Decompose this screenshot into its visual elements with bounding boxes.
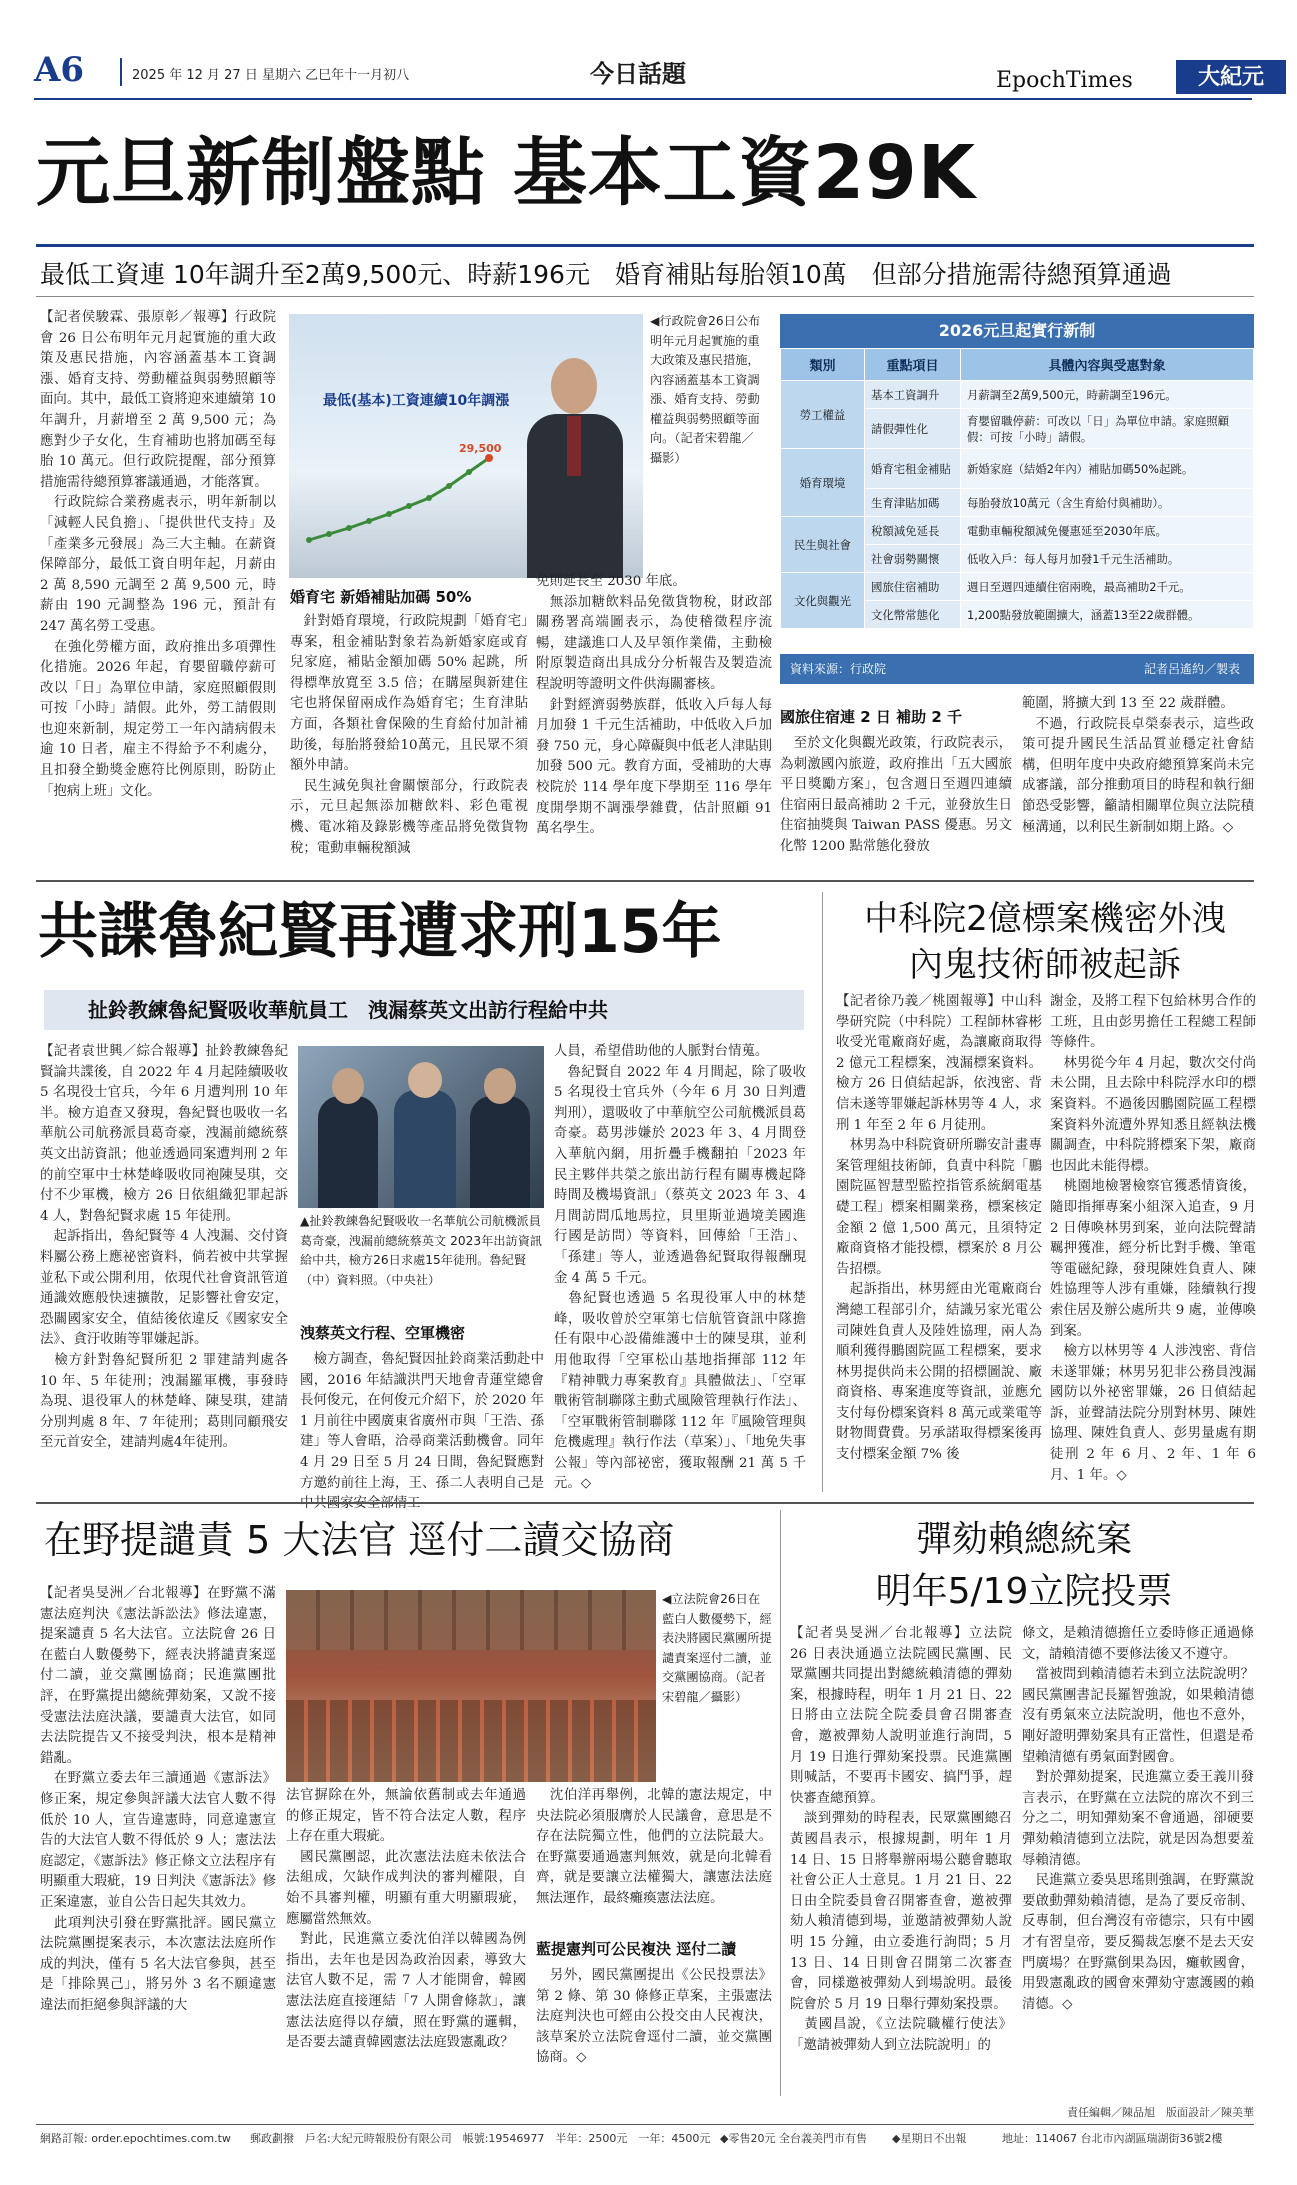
section-divider — [36, 1502, 1254, 1504]
wage-trend-chart — [299, 410, 519, 550]
brand-logo: 大紀元 — [1176, 60, 1286, 94]
story4-column-1: 【記者吳旻洲／台北報導】在野黨不滿憲法庭判決《憲法訴訟法》修法違憲，提案譴責 5 名大法官。立法院會 26 日在藍白人數優勢下，經表決將譴責案逕付二讀，並交黨團協商；民進黨團批評，在野黨提出總統彈劾案，又說不接受憲法法庭決議，要譴責大法官，如同去法院提告又不接受判決，根本是精神錯亂。 在野黨立委去年三讀通過《憲訴法》修正案，規定參與評議大法官人數不得低於 10 人，宣告違憲時，同意違憲宣告的大法官人數不得低於 9 人；憲法法庭認定，《憲訴法》修正條文立法程序有明顯重大瑕疵，19 日判決《憲訴法》修正案違憲，並自公告日起失其效力。 此項判決引發在野黨批評。國民黨立法院黨團提案表示，本次憲法法庭所作成的判決，僅有 5 名大法官參與，甚至是「排除異己」，將另外 3 名不願違憲違法而拒絕參與評議的大 — [40, 1586, 276, 2013]
policy-table-footer — [780, 654, 1254, 684]
policy-row-category: 民生與社會 — [781, 517, 865, 573]
policy-row-category: 文化與觀光 — [781, 573, 865, 629]
issue-date: 2025 年 12 月 27 日 星期六 乙巳年十一月初八 — [132, 68, 410, 83]
story1-column-4: 至於文化與觀光政策，行政院表示，為刺激國內旅遊，政府推出「五大國旅平日獎勵方案」，包含週日至週四連續住宿兩日最高補助 2 千元，並發放生日住宿抽獎與 Taiwan PASS 優惠。另文化幣 1200 點常態化發放 — [780, 736, 1012, 854]
story1-subhead: 最低工資連 10年調升至2萬9,500元、時薪196元 婚育補貼每胎領10萬 但部分措施需待總預算通過 — [40, 260, 1172, 289]
photo-chart-title: 最低(基本)工資連續10年調漲 — [323, 393, 510, 409]
policy-table-credit: 記者呂遙約／製表 — [1143, 662, 1240, 676]
story1-column-2: 針對婚育環境，行政院規劃「婚育宅」專案，租金補貼對象若為新婚家庭或育兒家庭，補貼金額加碼 50% 起跳，所得標準放寬至 3.5 倍；在購屋與新建住宅也將保留兩成作為婚育宅；生育津貼方面，各類社會保險的生育給付加計補助後，每胎將發給10萬元，且民眾不須額外申請。 民生減免與社會關懷部分，行政院表示，元旦起無添加糖飲料、彩色電視機、電冰箱及錄影機等產品將免徵貨物稅；電動車輛稅額減 — [290, 614, 528, 856]
story2-subhead: 扯鈴教練魯紀賢吸收華航員工 洩漏蔡英文出訪行程給中共 — [44, 990, 804, 1030]
story4-column-3: 沈伯洋再舉例，北韓的憲法規定，中央法院必須服膺於人民議會，意思是不存在法院獨立性，他們的立法院最大。在野黨要通過憲判無效，就是向北韓看齊，就是要讓立法權獨大，讓憲法法庭無法運作，最終癱瘓憲法法庭。 — [536, 1788, 772, 1906]
story1-subhead-rule — [36, 244, 1254, 247]
footer-rule — [36, 2124, 1254, 2125]
story1-subhead-2: 國旅住宿連 2 日 補助 2 千 — [780, 708, 962, 726]
footer-address: 地址：114067 台北市內湖區瑞湖街36號2樓 — [1002, 2132, 1223, 2145]
story2-headline: 共諜魯紀賢再遭求刑15年 — [38, 897, 722, 967]
policy-col-category: 類別 — [781, 349, 865, 381]
story2-photo — [298, 1046, 544, 1208]
photo-chart-value: 29,500 — [459, 442, 502, 455]
speaker-figure — [521, 358, 629, 578]
story1-column-3: 免則延長至 2030 年底。 無添加糖飲料品免徵貨物稅，財政部關務署高端圖表示，為使稽徵程序流暢，建議進口人及早領作業備，主動檢附原製造商出具成分分析報告及製造流程說明等證明文件供海關審核。 針對經濟弱勢族群，低收入戶每人每月加發 1 千元生活補助，中低收入戶加發 750 元，身心障礙與中低老人津貼則加發 500 元。教育方面，受補助的大專校院於 114 學年度下學期至 116 學年度開學期不調漲學雜費，估計照顧 91 萬名學生。 — [536, 574, 772, 837]
story5-column-2: 條文，是賴清德擔任立委時修正通過條文，請賴清德不要修法後又不遵守。 當被問到賴清德若未到立法院說明？國民黨團書記長羅智強說，如果賴清德沒有勇氣來立法院說明，他也不意外，剛好證明彈劾案具有正當性，但還是希望賴清德有勇氣面對國會。 對於彈劾提案，民進黨立委王義川發言表示，在野黨在立法院的席次不到三分之二，明知彈劾案不會通過，卻硬要彈劾賴清德到立法院，就是因為想要羞辱賴清德。 民進黨立委吳思瑤則強調，在野黨說要啟動彈劾賴清德，是為了要反帝制、反專制，但台灣沒有帝德宗，只有中國才有習皇帝，要反獨裁怎麼不是去天安門廣場？在野黨倒果為因，癱軟國會，用毀憲亂政的國會來彈劾守憲護國的賴清德。◇ — [1022, 1626, 1254, 2012]
story4-photo — [286, 1590, 656, 1782]
column-divider — [780, 1510, 781, 2096]
story3-column-1: 【記者徐乃義／桃園報導】中山科學研究院（中科院）工程師林睿彬收受光電廠商好處，為讓廠商取得 2 億元工程標案，洩漏標案資料。檢方 26 日偵結起訴，依洩密、背信未遂等罪嫌起訴林男等 4 人，求刑 1 年至 2 年 6 月徒刑。 林男為中科院資研所聯安計畫專案管理組技術師，負責中科院「鵬園院區智慧型監控指管系統網電基礎工程」標案相關業務，標案核定金額 2 億 1,500 萬元，且須特定廠商資格才能投標，標案於 8 月公告招標。 起訴指出，林男經由光電廠商台灣總工程部引介，結識另家光電公司陳姓負責人及陸姓協理，兩人為順利獲得鵬園院區工程標案，要求林男提供尚未公開的招標圖說、廠商資格、專案進度等資訊，並應允支付每份標案資料 8 萬元或業電等財物間費費。另承諾取得標案後再支付標案金額 7% 後 — [836, 994, 1042, 1463]
table-row — [781, 449, 1254, 489]
story5-column-1: 【記者吳旻洲／台北報導】立法院 26 日表決通過立法院國民黨團、民眾黨團共同提出對總統賴清德的彈劾案，根據時程，明年 1 月 21 日、22 日將由立法院全院委員會召開審查會，邀被彈劾人說明並進行詢問，5 月 19 日進行彈劾案投票。民進黨團則喊話，不要再卡國安、搞鬥爭，趕快審查總預算。 談到彈劾的時程表，民眾黨團總召黃國昌表示，根據規劃，明年 1 月 14 日、15 日將舉辦兩場公聽會聽取社會公正人士意見。1 月 21 日、22 日由全院委員會召開審查會，邀被彈劾人賴清德到場，並邀請被彈劾人說明 15 分鐘，由立委進行詢問；5 月 13 日、14 日則會召開第二次審查會，同樣邀被彈劾人到場說明。最後院會於 5 月 19 日舉行彈劾案投票。 黃國昌說，《立法院職權行使法》「邀請被彈劾人到立法院說明」的 — [790, 1626, 1012, 2053]
column-divider — [822, 892, 823, 1492]
story1-subhead-rule-bottom — [36, 296, 1254, 297]
policy-row-item: 社會弱勢關懷 — [865, 545, 961, 573]
policy-row-desc: 週日至週四連續住宿兩晚，最高補助2千元。 — [961, 573, 1254, 601]
policy-row-item: 請假彈性化 — [865, 409, 961, 449]
policy-table-title: 2026元旦起實行新制 — [780, 314, 1254, 348]
policy-row-desc: 每胎發放10萬元（含生育給付與補助）。 — [961, 489, 1254, 517]
story1-column-1: 【記者侯駿霖、張原彰／報導】行政院會 26 日公布明年元月起實施的重大政策及惠民措施，內容涵蓋基本工資調漲、婚育支持、勞動權益與弱勢照顧等面向。其中，最低工資將迎來連續第 10 年調升，月薪增至 2 萬 9,500 元；為應對少子女化，生育補助也將加碼至每胎 10 萬元。但行政院提醒，部分預算措施需待總預算審議通過，才能落實。 行政院綜合業務處表示，明年新制以「減輕人民負擔」、「提供世代支持」及「產業多元發展」為三大主軸。在薪資保障部分，最低工資自明年起，月薪由 2 萬 8,590 元調至 2 萬 9,500 元，時薪由 190 元調整為 196 元，預計有 247 萬名勞工受惠。 在強化勞權方面，政府推出多項彈性化措施。2026 年起，育嬰留職停薪可改以「日」為單位申請，家庭照顧假則可按「小時」請假。此外，勞工請假則也迎來新制，規定勞工一年內請病假未逾 10 日者，雇主不得給予不利處分，且扣發全勤獎金應符比例原則，盼防止「抱病上班」文化。 — [40, 310, 276, 799]
story2-subhead-1: 洩蔡英文行程、空軍機密 — [300, 1324, 466, 1342]
section-title: 今日話題 — [590, 59, 686, 88]
story1-column-5: 範圍，將擴大到 13 至 22 歲群體。 不過，行政院長卓榮泰表示，這些政策可提升國民生活品質並穩定社會結構，但明年度中央政府總預算案尚未完成審議，部分推動項目的時程和執行細節恐受影響，籲請相關單位與立法院積極溝通，以利民生新制如期上路。◇ — [1022, 696, 1254, 835]
policy-row-desc: 新婚家庭（結婚2年內）補貼加碼50%起跳。 — [961, 449, 1254, 489]
masthead — [34, 50, 1266, 120]
policy-col-item: 重點項目 — [865, 349, 961, 381]
policy-row-desc: 育嬰留職停薪：可改以「日」為單位申請。家庭照顧假：可按「小時」請假。 — [961, 409, 1254, 449]
story5-headline: 彈劾賴總統案 明年5/19立院投票 — [875, 1519, 1173, 1612]
masthead-divider — [120, 58, 122, 86]
policy-row-item: 婚育宅租金補貼 — [865, 449, 961, 489]
table-row — [781, 381, 1254, 409]
story3-column-2: 謝金，及將工程下包給林男合作的工班，且由彭男擔任工程總工程師等條件。 林男從今年 4 月起，數次交付尚未公開，且去除中科院浮水印的標案資料。不過後因鵬園院區工程標案資料外流遭外界知悉且經執法機關調查，中科院將標案下架，廠商也因此未能得標。 桃園地檢署檢察官獲悉情資後，隨即指揮專案小組深入追查，9 月 2 日傳喚林男到案，並向法院聲請羈押獲准，經分析比對手機、筆電等電磁紀錄，發現陳姓負責人、陳姓協理等人涉有重嫌，陸續執行搜索住居及辦公處所共 9 處，並傳喚到案。 檢方以林男等 4 人涉洩密、背信未遂罪嫌；林男另犯非公務員洩漏國防以外祕密罪嫌，26 日偵結起訴，並聲請法院分別對林男、陳姓協理、陳姓負責人、彭男量處有期徒刑 2 年 6 月、2 年、1 年 6 月、1 年。◇ — [1050, 994, 1256, 1483]
policy-row-category: 婚育環境 — [781, 449, 865, 517]
brand-english: EpochTimes — [996, 68, 1133, 93]
story2-column-2: 檢方調查，魯紀賢因扯鈴商業活動赴中國，2016 年結識洪門天地會青蓮堂總會長何俊元，在何俊元介紹下，於 2020 年 1 月前往中國廣東省廣州市與「王浩、孫建」等人會晤，洽尋商業活動機會。同年 4 月 29 日至 5 月 24 日間，魯紀賢應對方邀約前往上海，王、孫二人表明自己是 — [300, 1352, 544, 1491]
policy-col-desc: 具體內容與受惠對象 — [961, 349, 1254, 381]
policy-row-item: 文化幣常態化 — [865, 601, 961, 629]
footer-order-link[interactable]: 網路訂報: order.epochtimes.com.tw — [40, 2132, 231, 2145]
page-credits: 責任編輯／陳品旭 版面設計／陳美華 — [1067, 2106, 1254, 2119]
policy-table-source: 資料來源：行政院 — [790, 662, 887, 676]
story2-column-3: 人員，希望借助他的人脈對台情蒐。 魯紀賢自 2022 年 4 月間起，除了吸收 5 名現役士官兵外（今年 6 月 30 日判遭判刑），還吸收了中華航空公司航機派員葛奇豪。葛男涉嫌於 2023 年 3、4 月間登入華航內網，用折疊手機翻拍「2023 年民主夥伴共榮之旅出訪行程有關專機起降時間及機場資訊」（蔡英文 2023 年 3、4 月間訪問瓜地馬拉，貝里斯並過境美國進行國是訪問）等資料，回傳給「王浩」、「孫建」等人，並透過魯紀賢取得報酬現金 4 萬 5 千元。 魯紀賢也透過 5 名現役軍人中的林楚峰，吸收曾於空軍第七信航管資訊中隊擔任有限中心設備維護中士的陳旻琪，並利用他取得「空軍松山基地指揮部 112 年『精神戰力專案教育』具體做法」、「空軍戰術管制聯隊主動式風險管理執行作法」、「空軍戰術管制聯隊 112 年『風險管理與危機處理』執行作法（草案）」、「地免失事公報」等內部祕密，獲取報酬 21 萬 5 千元。◇ — [554, 1044, 806, 1492]
policy-row-item: 稅額減免延長 — [865, 517, 961, 545]
policy-table-panel — [780, 314, 1254, 684]
policy-table-header-row — [781, 349, 1254, 381]
masthead-rule — [34, 98, 1252, 100]
story1-photo — [289, 314, 643, 578]
story2-photo-caption: ▲扯鈴教練魯紀賢吸收一名華航公司航機派員葛奇豪，洩漏前總統蔡英文 2023年出訪資訊給中共，檢方26日求處15年徒刑。魯紀賢（中）資料照。（中央社） — [300, 1214, 543, 1287]
story4-column-2: 法官摒除在外，無論依舊制或去年通過的修正規定，皆不符合法定人數，程序上存在重大瑕疵。 國民黨團認，此次憲法法庭未依法合法組成，欠缺作成判決的審判權限，自始不具審判權，明顯有重大明顯瑕疵，應屬當然無效。 對此，民進黨立委沈伯洋以韓國為例指出，去年也是因為政治因素，導致大法官人數不足，需 7 人才能開會，韓國憲法法庭直接運結「7 人開會條款」，讓憲法法庭得以存續，照在野黨的邏輯，是否要去譴責韓國憲法法庭毀憲亂政？ — [286, 1788, 526, 2051]
policy-row-item: 國旅住宿補助 — [865, 573, 961, 601]
table-row — [781, 573, 1254, 601]
section-divider — [36, 880, 1254, 882]
story4-column-4: 另外，國民黨團提出《公民投票法》第 2 條、第 30 條修正草案，主張憲法法庭判決也可經由公投交由人民複決，該草案於立法院會逕付二讀，並交黨團協商。◇ — [536, 1968, 772, 2066]
policy-row-desc: 低收入戶：每人每月加發1千元生活補助。 — [961, 545, 1254, 573]
footer-schedule: ◆星期日不出報 — [892, 2132, 967, 2145]
footer — [40, 2130, 1254, 2150]
policy-row-desc: 月薪調至2萬9,500元，時薪調至196元。 — [961, 381, 1254, 409]
story2-column-1: 【記者袁世興／綜合報導】扯鈴教練魯紀賢論共諜後，自 2022 年 4 月起陸續吸收 5 名現役士官兵，今年 6 月遭判刑 10 年半。檢方追查又發現，魯紀賢也吸收一名華航公司航務派員葛奇豪，洩漏前總統蔡英文出訪資訊；他並透過同案遭判刑 2 年的前空軍中士林楚峰吸收同袍陳旻琪，交付不少軍機，檢方 26 日依組織犯罪起訴 4 人，對魯紀賢求處 15 年徒刑。 起訴指出，魯紀賢等 4 人洩漏、交付資料屬公務上應祕密資料，倘若被中共掌握並私下或公開利用，依現代社會資訊管道通識效應般快速擴散，足影響社會安定，恐關國家安全，值結後依違反《國家安全法》、貪汙收賄等罪嫌起訴。 檢方針對魯紀賢所犯 2 罪建請判處各 10 年、5 年徒刑；洩漏羅軍機，事發時為現、退役軍人的林楚峰、陳旻琪，建請分別判處 8 年、7 年徒刑；葛則同顧飛安至元首安全，建請判處4年徒刑。 — [40, 1044, 288, 1451]
policy-table-body — [780, 348, 1254, 629]
story4-subhead-1: 藍提憲判可公民複決 逕付二讀 — [536, 1940, 737, 1958]
story1-photo-caption: ◀行政院會26日公布明年元月起實施的重大政策及惠民措施，內容涵蓋基本工資調漲、婚育支持、勞動權益與弱勢照顧等面向。（記者宋碧龍／攝影） — [650, 314, 761, 465]
footer-retail: ◆零售20元 全台義美門市有售 — [720, 2132, 867, 2145]
policy-row-item: 生育津貼加碼 — [865, 489, 961, 517]
story4-headline: 在野提譴責 5 大法官 逕付二讀交協商 — [44, 1518, 675, 1562]
policy-row-desc: 電動車輛稅額減免優惠延至2030年底。 — [961, 517, 1254, 545]
policy-row-category: 勞工權益 — [781, 381, 865, 449]
policy-row-desc: 1,200點發放範圍擴大，涵蓋13至22歲群體。 — [961, 601, 1254, 629]
story1-headline: 元旦新制盤點 基本工資29K — [36, 130, 977, 216]
policy-table — [780, 348, 1254, 629]
page-number: A6 — [34, 50, 85, 90]
story3-headline: 中科院2億標案機密外洩 內鬼技術師被起訴 — [864, 899, 1226, 985]
story1-subhead-1: 婚育宅 新婚補貼加碼 50% — [290, 588, 472, 606]
footer-subscription: 郵政劃撥 戶名:大紀元時報股份有限公司 帳號:19546977 半年：2500元 一年：4500元 — [250, 2132, 711, 2145]
story4-photo-caption: ◀立法院會26日在藍白人數優勢下，經表決將國民黨團所提譴責案逕付二讀，並交黨團協商。（記者宋碧龍／攝影） — [662, 1592, 772, 1704]
table-row — [781, 517, 1254, 545]
policy-row-item: 基本工資調升 — [865, 381, 961, 409]
